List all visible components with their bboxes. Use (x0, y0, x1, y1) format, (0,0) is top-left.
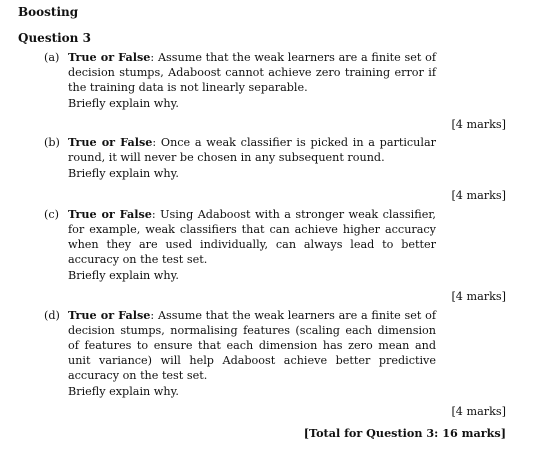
part-label: (c) (44, 208, 59, 221)
statement-text: Once a weak classifier is picked in a particular round, it will never be chosen in any subsequent round. (68, 136, 436, 164)
part-label: (b) (44, 136, 60, 149)
explain-prompt: Briefly explain why. (68, 269, 179, 282)
marks-part-a: [4 marks] (451, 118, 506, 131)
explain-prompt: Briefly explain why. (68, 385, 179, 398)
part-statement (68, 207, 436, 267)
part-statement (68, 308, 436, 383)
marks-part-d: [4 marks] (451, 405, 506, 418)
section-title: Boosting (18, 5, 79, 19)
statement-text: Using Adaboost with a stronger weak classifier, for example, weak classifiers that can achieve higher accuracy when they are used individually, can always lead to better accuracy on the test set. (68, 208, 436, 266)
true-or-false-label: True or False (68, 50, 151, 64)
part-statement (68, 135, 436, 165)
question-title: Question 3 (18, 31, 91, 45)
part-label: (d) (44, 309, 60, 322)
part-label: (a) (44, 51, 60, 64)
true-or-false-label: True or False (68, 308, 151, 322)
separator: : (150, 309, 158, 322)
explain-prompt: Briefly explain why. (68, 97, 179, 110)
separator: : (151, 208, 161, 221)
part-statement (68, 50, 436, 95)
explain-prompt: Briefly explain why. (68, 167, 179, 180)
separator: : (152, 136, 161, 149)
statement-text: Assume that the weak learners are a finite set of decision stumps, normalising features (scaling each dimension of features to ensure that each dimension has zero mean and unit variance) will help Adaboost achieve better predictive accuracy on the test set. (68, 309, 436, 382)
true-or-false-label: True or False (68, 207, 152, 221)
marks-part-b: [4 marks] (451, 189, 506, 202)
question-part-d (44, 308, 436, 399)
statement-text: Assume that the weak learners are a finite set of decision stumps, Adaboost cannot achieve zero training error if the training data is not linearly separable. (68, 51, 436, 94)
separator: : (150, 51, 158, 64)
question-part-b (44, 135, 436, 181)
question-part-a (44, 50, 436, 111)
question-part-c (44, 207, 436, 283)
true-or-false-label: True or False (68, 135, 153, 149)
total-marks: [Total for Question 3: 16 marks] (303, 426, 506, 440)
marks-part-c: [4 marks] (451, 290, 506, 303)
